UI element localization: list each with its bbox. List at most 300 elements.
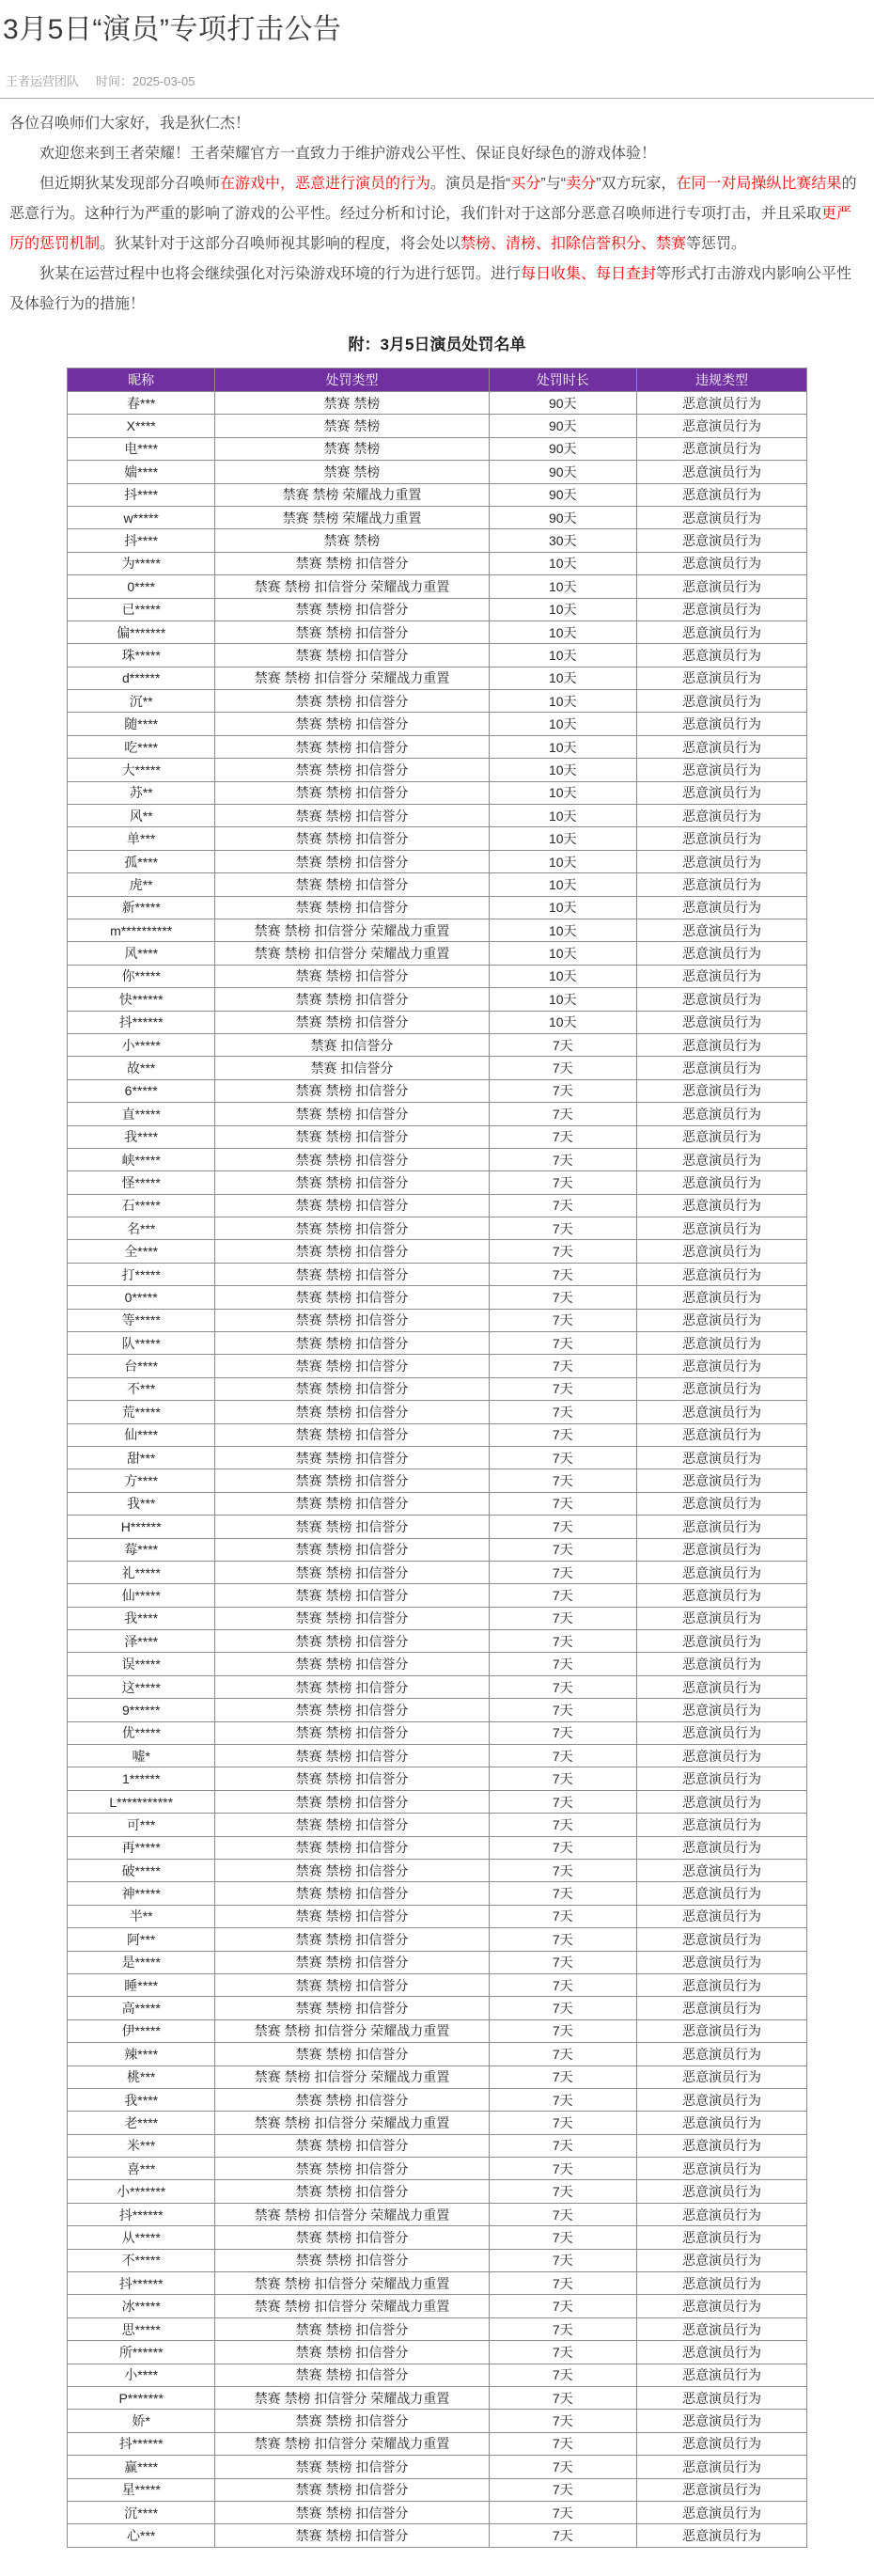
- cell-duration: 7天: [489, 2226, 636, 2249]
- body-text: 。演员是指“: [430, 176, 511, 192]
- cell-duration: 10天: [489, 759, 636, 781]
- table-row: [68, 1745, 807, 1767]
- cell-duration: 7天: [489, 1240, 636, 1263]
- cell-nickname: 你*****: [68, 965, 215, 987]
- cell-violation-type: 恶意演员行为: [636, 1033, 806, 1056]
- cell-nickname: 这*****: [68, 1675, 215, 1698]
- table-row: [68, 1997, 807, 2019]
- cell-violation-type: 恶意演员行为: [636, 1814, 806, 1836]
- cell-duration: 7天: [489, 1860, 636, 1882]
- cell-nickname: 冰*****: [68, 2295, 215, 2317]
- cell-punishment-type: 禁赛 禁榜: [215, 392, 489, 415]
- cell-punishment-type: 禁赛 禁榜 扣信誉分: [215, 1194, 489, 1217]
- cell-nickname: 抖******: [68, 1011, 215, 1033]
- cell-punishment-type: 禁赛 禁榜 扣信誉分: [215, 1721, 489, 1744]
- cell-punishment-type: 禁赛 禁榜 扣信誉分: [215, 1836, 489, 1859]
- cell-nickname: d******: [68, 667, 215, 689]
- cell-nickname: 我****: [68, 2088, 215, 2111]
- cell-punishment-type: 禁赛 禁榜 扣信誉分: [215, 1217, 489, 1240]
- cell-duration: 10天: [489, 942, 636, 965]
- cell-duration: 7天: [489, 1767, 636, 1790]
- cell-violation-type: 恶意演员行为: [636, 415, 806, 437]
- cell-punishment-type: 禁赛 禁榜 扣信誉分 荣耀战力重置: [215, 2019, 489, 2042]
- cell-punishment-type: 禁赛 禁榜 扣信誉分: [215, 2249, 489, 2271]
- cell-punishment-type: 禁赛 禁榜 扣信誉分: [215, 1951, 489, 1973]
- table-row: [68, 1263, 807, 1285]
- cell-violation-type: 恶意演员行为: [636, 506, 806, 528]
- cell-violation-type: 恶意演员行为: [636, 1263, 806, 1285]
- cell-nickname: 抖******: [68, 2432, 215, 2455]
- cell-duration: 7天: [489, 1745, 636, 1767]
- cell-nickname: 再*****: [68, 1836, 215, 1859]
- cell-nickname: X****: [68, 415, 215, 437]
- cell-nickname: 仙****: [68, 1423, 215, 1446]
- table-row: [68, 2410, 807, 2432]
- cell-violation-type: 恶意演员行为: [636, 2317, 806, 2340]
- table-row: [68, 2088, 807, 2111]
- cell-violation-type: 恶意演员行为: [636, 437, 806, 460]
- cell-punishment-type: 禁赛 禁榜 扣信誉分: [215, 1423, 489, 1446]
- table-row: [68, 1653, 807, 1675]
- cell-violation-type: 恶意演员行为: [636, 2180, 806, 2203]
- table-row: [68, 1194, 807, 1217]
- table-row: [68, 988, 807, 1011]
- cell-duration: 10天: [489, 735, 636, 758]
- cell-duration: 7天: [489, 1721, 636, 1744]
- cell-nickname: 方****: [68, 1469, 215, 1492]
- table-row: [68, 437, 807, 460]
- cell-violation-type: 恶意演员行为: [636, 1057, 806, 1079]
- body-text: 的恶意行为。这种行为严重的影响了游戏的公平性。经过分析和讨论，我们针对于这部分恶意召唤师进行专项打击，并且采取: [9, 176, 857, 222]
- cell-duration: 7天: [489, 1125, 636, 1148]
- cell-punishment-type: 禁赛 禁榜 扣信誉分: [215, 598, 489, 620]
- table-row: [68, 1538, 807, 1561]
- table-row: [68, 1699, 807, 1721]
- cell-punishment-type: 禁赛 禁榜 扣信誉分: [215, 1699, 489, 1721]
- cell-violation-type: 恶意演员行为: [636, 781, 806, 804]
- cell-punishment-type: 禁赛 禁榜 扣信誉分: [215, 2410, 489, 2432]
- cell-nickname: 石*****: [68, 1194, 215, 1217]
- cell-duration: 7天: [489, 1079, 636, 1102]
- cell-punishment-type: 禁赛 禁榜 扣信誉分: [215, 1607, 489, 1629]
- cell-nickname: 9******: [68, 1699, 215, 1721]
- cell-duration: 7天: [489, 2295, 636, 2317]
- cell-violation-type: 恶意演员行为: [636, 529, 806, 552]
- cell-punishment-type: 禁赛 禁榜 扣信誉分: [215, 644, 489, 667]
- table-row: [68, 850, 807, 872]
- cell-punishment-type: 禁赛 禁榜 扣信誉分: [215, 1240, 489, 1263]
- cell-duration: 7天: [489, 2386, 636, 2409]
- cell-duration: 7天: [489, 1951, 636, 1973]
- cell-violation-type: 恶意演员行为: [636, 1607, 806, 1629]
- cell-violation-type: 恶意演员行为: [636, 1309, 806, 1331]
- paragraph: [9, 109, 859, 139]
- cell-duration: 10天: [489, 873, 636, 896]
- table-row: [68, 1928, 807, 1951]
- cell-nickname: 单***: [68, 827, 215, 850]
- cell-duration: 7天: [489, 1790, 636, 1813]
- cell-duration: 7天: [489, 2341, 636, 2364]
- cell-nickname: 苏**: [68, 781, 215, 804]
- cell-duration: 7天: [489, 2203, 636, 2225]
- cell-duration: 7天: [489, 1194, 636, 1217]
- cell-duration: 10天: [489, 965, 636, 987]
- cell-duration: 7天: [489, 2112, 636, 2134]
- cell-duration: 7天: [489, 1355, 636, 1377]
- cell-violation-type: 恶意演员行为: [636, 2524, 806, 2547]
- cell-punishment-type: 禁赛 禁榜 扣信誉分: [215, 805, 489, 827]
- cell-punishment-type: 禁赛 禁榜 扣信誉分: [215, 1469, 489, 1492]
- cell-nickname: 快******: [68, 988, 215, 1011]
- cell-nickname: 1******: [68, 1767, 215, 1790]
- cell-nickname: 吃****: [68, 735, 215, 758]
- table-row: [68, 1951, 807, 1973]
- cell-punishment-type: 禁赛 禁榜 扣信誉分: [215, 1355, 489, 1377]
- cell-duration: 7天: [489, 1492, 636, 1515]
- cell-violation-type: 恶意演员行为: [636, 735, 806, 758]
- col-header-violation-type: 违规类型: [636, 369, 806, 392]
- cell-violation-type: 恶意演员行为: [636, 2203, 806, 2225]
- cell-punishment-type: 禁赛 禁榜 扣信誉分: [215, 1286, 489, 1309]
- table-row: [68, 2066, 807, 2088]
- table-row: [68, 2317, 807, 2340]
- cell-duration: 10天: [489, 690, 636, 713]
- publish-time: 时间：2025-03-05: [96, 74, 195, 88]
- cell-violation-type: 恶意演员行为: [636, 1171, 806, 1194]
- cell-violation-type: 恶意演员行为: [636, 1423, 806, 1446]
- table-row: [68, 873, 807, 896]
- table-row: [68, 2134, 807, 2157]
- cell-violation-type: 恶意演员行为: [636, 896, 806, 919]
- table-row: [68, 1814, 807, 1836]
- cell-punishment-type: 禁赛 禁榜 扣信誉分: [215, 988, 489, 1011]
- cell-punishment-type: 禁赛 禁榜 扣信誉分: [215, 1745, 489, 1767]
- cell-nickname: 辣****: [68, 2043, 215, 2066]
- table-row: [68, 1217, 807, 1240]
- cell-violation-type: 恶意演员行为: [636, 1355, 806, 1377]
- cell-duration: 7天: [489, 1332, 636, 1355]
- table-row: [68, 713, 807, 735]
- cell-duration: 90天: [489, 483, 636, 506]
- cell-violation-type: 恶意演员行为: [636, 1148, 806, 1170]
- cell-violation-type: 恶意演员行为: [636, 1745, 806, 1767]
- cell-duration: 7天: [489, 1973, 636, 1996]
- cell-nickname: 可***: [68, 1814, 215, 1836]
- cell-nickname: 等*****: [68, 1309, 215, 1331]
- cell-violation-type: 恶意演员行为: [636, 1446, 806, 1469]
- page-title: 3月5日“演员”专项打击公告: [3, 14, 342, 45]
- cell-punishment-type: 禁赛 禁榜 扣信誉分: [215, 1767, 489, 1790]
- highlighted-text: 卖分: [566, 176, 597, 192]
- cell-nickname: 我***: [68, 1492, 215, 1515]
- cell-violation-type: 恶意演员行为: [636, 1584, 806, 1607]
- cell-duration: 10天: [489, 713, 636, 735]
- cell-violation-type: 恶意演员行为: [636, 1217, 806, 1240]
- cell-duration: 10天: [489, 620, 636, 643]
- cell-violation-type: 恶意演员行为: [636, 988, 806, 1011]
- cell-duration: 90天: [489, 506, 636, 528]
- cell-nickname: 不***: [68, 1377, 215, 1400]
- body-text: ”双方玩家，: [596, 176, 677, 192]
- cell-punishment-type: 禁赛 禁榜 扣信誉分: [215, 1905, 489, 1927]
- cell-nickname: 新*****: [68, 896, 215, 919]
- table-row: [68, 2524, 807, 2547]
- cell-violation-type: 恶意演员行为: [636, 827, 806, 850]
- cell-punishment-type: 禁赛 扣信誉分: [215, 1033, 489, 1056]
- cell-punishment-type: 禁赛 禁榜 扣信誉分: [215, 1401, 489, 1423]
- cell-punishment-type: 禁赛 禁榜 扣信誉分: [215, 1332, 489, 1355]
- cell-violation-type: 恶意演员行为: [636, 2226, 806, 2249]
- cell-violation-type: 恶意演员行为: [636, 1401, 806, 1423]
- cell-duration: 7天: [489, 1882, 636, 1905]
- cell-punishment-type: 禁赛 禁榜 扣信誉分: [215, 1103, 489, 1125]
- cell-violation-type: 恶意演员行为: [636, 873, 806, 896]
- cell-punishment-type: 禁赛 禁榜 荣耀战力重置: [215, 483, 489, 506]
- cell-duration: 90天: [489, 461, 636, 483]
- cell-violation-type: 恶意演员行为: [636, 2478, 806, 2501]
- cell-punishment-type: 禁赛 禁榜 扣信誉分: [215, 1814, 489, 1836]
- table-row: [68, 644, 807, 667]
- cell-nickname: 随****: [68, 713, 215, 735]
- cell-punishment-type: 禁赛 禁榜 扣信誉分: [215, 2524, 489, 2547]
- table-row: [68, 1033, 807, 1056]
- table-row: [68, 2043, 807, 2066]
- cell-duration: 7天: [489, 2158, 636, 2180]
- highlighted-text: 买分: [510, 176, 541, 192]
- cell-duration: 30天: [489, 529, 636, 552]
- cell-nickname: 从*****: [68, 2226, 215, 2249]
- table-row: [68, 2272, 807, 2295]
- cell-nickname: 所******: [68, 2341, 215, 2364]
- cell-duration: 10天: [489, 575, 636, 598]
- cell-violation-type: 恶意演员行为: [636, 2134, 806, 2157]
- cell-punishment-type: 禁赛 禁榜 扣信誉分: [215, 735, 489, 758]
- cell-punishment-type: 禁赛 禁榜 扣信誉分: [215, 2226, 489, 2249]
- cell-nickname: m**********: [68, 919, 215, 941]
- table-row: [68, 392, 807, 415]
- cell-duration: 7天: [489, 2410, 636, 2432]
- cell-violation-type: 恶意演员行为: [636, 2088, 806, 2111]
- cell-punishment-type: 禁赛 禁榜 扣信誉分: [215, 1492, 489, 1515]
- table-row: [68, 1079, 807, 1102]
- table-row: [68, 620, 807, 643]
- cell-nickname: 峡*****: [68, 1148, 215, 1170]
- cell-duration: 7天: [489, 1997, 636, 2019]
- cell-punishment-type: 禁赛 禁榜 扣信誉分: [215, 1675, 489, 1698]
- table-row: [68, 1332, 807, 1355]
- cell-duration: 7天: [489, 1836, 636, 1859]
- cell-violation-type: 恶意演员行为: [636, 1721, 806, 1744]
- cell-punishment-type: 禁赛 禁榜 扣信誉分: [215, 1561, 489, 1583]
- cell-violation-type: 恶意演员行为: [636, 1194, 806, 1217]
- cell-violation-type: 恶意演员行为: [636, 713, 806, 735]
- cell-nickname: 误*****: [68, 1653, 215, 1675]
- cell-violation-type: 恶意演员行为: [636, 1860, 806, 1882]
- cell-nickname: 喜***: [68, 2158, 215, 2180]
- cell-duration: 7天: [489, 1148, 636, 1170]
- cell-punishment-type: 禁赛 禁榜 扣信誉分 荣耀战力重置: [215, 667, 489, 689]
- table-row: [68, 529, 807, 552]
- cell-punishment-type: 禁赛 禁榜 扣信誉分: [215, 1973, 489, 1996]
- cell-punishment-type: 禁赛 禁榜 扣信誉分: [215, 2180, 489, 2203]
- cell-duration: 7天: [489, 1309, 636, 1331]
- cell-punishment-type: 禁赛 禁榜 扣信誉分: [215, 759, 489, 781]
- table-row: [68, 1492, 807, 1515]
- col-header-duration: 处罚时长: [489, 369, 636, 392]
- table-row: [68, 1584, 807, 1607]
- cell-punishment-type: 禁赛 禁榜 扣信誉分: [215, 827, 489, 850]
- cell-duration: 10天: [489, 644, 636, 667]
- cell-duration: 90天: [489, 437, 636, 460]
- cell-nickname: 老****: [68, 2112, 215, 2134]
- cell-duration: 7天: [489, 1171, 636, 1194]
- cell-nickname: 嘘*: [68, 1745, 215, 1767]
- cell-duration: 7天: [489, 1653, 636, 1675]
- cell-nickname: 娇*: [68, 2410, 215, 2432]
- cell-violation-type: 恶意演员行为: [636, 2112, 806, 2134]
- cell-duration: 7天: [489, 1401, 636, 1423]
- cell-punishment-type: 禁赛 禁榜 扣信誉分: [215, 1860, 489, 1882]
- cell-duration: 10天: [489, 988, 636, 1011]
- table-row: [68, 2158, 807, 2180]
- cell-violation-type: 恶意演员行为: [636, 1928, 806, 1951]
- cell-duration: 7天: [489, 1538, 636, 1561]
- cell-punishment-type: 禁赛 禁榜 扣信誉分: [215, 1011, 489, 1033]
- cell-duration: 7天: [489, 1033, 636, 1056]
- cell-duration: 7天: [489, 1675, 636, 1698]
- table-row: [68, 1860, 807, 1882]
- body-text: 等形式打击游戏内影响公平性及体验行为的措施！: [9, 266, 852, 312]
- cell-nickname: 桃***: [68, 2066, 215, 2088]
- table-row: [68, 2226, 807, 2249]
- cell-violation-type: 恶意演员行为: [636, 620, 806, 643]
- cell-nickname: 春***: [68, 392, 215, 415]
- table-row: [68, 1240, 807, 1263]
- table-header-row: [68, 369, 807, 392]
- table-row: [68, 2501, 807, 2523]
- table-row: [68, 827, 807, 850]
- cell-violation-type: 恶意演员行为: [636, 2341, 806, 2364]
- cell-nickname: 荒*****: [68, 1401, 215, 1423]
- cell-punishment-type: 禁赛 禁榜 扣信誉分 荣耀战力重置: [215, 2112, 489, 2134]
- cell-duration: 10天: [489, 598, 636, 620]
- cell-nickname: 名***: [68, 1217, 215, 1240]
- cell-nickname: 风**: [68, 805, 215, 827]
- cell-violation-type: 恶意演员行为: [636, 1103, 806, 1125]
- cell-violation-type: 恶意演员行为: [636, 667, 806, 689]
- table-row: [68, 805, 807, 827]
- cell-duration: 7天: [489, 1905, 636, 1927]
- table-row: [68, 1148, 807, 1170]
- table-row: [68, 965, 807, 987]
- cell-punishment-type: 禁赛 禁榜 扣信誉分: [215, 1630, 489, 1653]
- cell-nickname: 半**: [68, 1905, 215, 1927]
- cell-violation-type: 恶意演员行为: [636, 1377, 806, 1400]
- table-row: [68, 2295, 807, 2317]
- cell-nickname: 队*****: [68, 1332, 215, 1355]
- cell-duration: 90天: [489, 415, 636, 437]
- cell-nickname: 台****: [68, 1355, 215, 1377]
- cell-violation-type: 恶意演员行为: [636, 2364, 806, 2386]
- cell-nickname: 破*****: [68, 1860, 215, 1882]
- cell-violation-type: 恶意演员行为: [636, 552, 806, 574]
- cell-punishment-type: 禁赛 禁榜 扣信誉分: [215, 2088, 489, 2111]
- cell-duration: 7天: [489, 2180, 636, 2203]
- table-row: [68, 1103, 807, 1125]
- cell-duration: 7天: [489, 2364, 636, 2386]
- paragraph: [9, 139, 859, 169]
- cell-violation-type: 恶意演员行为: [636, 1790, 806, 1813]
- cell-punishment-type: 禁赛 禁榜 扣信誉分 荣耀战力重置: [215, 2272, 489, 2295]
- table-row: [68, 1561, 807, 1583]
- highlighted-text: 每日收集、每日查封: [521, 266, 657, 282]
- table-row: [68, 2364, 807, 2386]
- cell-nickname: 阿***: [68, 1928, 215, 1951]
- cell-duration: 7天: [489, 2019, 636, 2042]
- col-header-nickname: 昵称: [68, 369, 215, 392]
- cell-duration: 7天: [489, 2478, 636, 2501]
- table-row: [68, 919, 807, 941]
- cell-duration: 10天: [489, 896, 636, 919]
- cell-nickname: 我****: [68, 1607, 215, 1629]
- cell-nickname: 小*******: [68, 2180, 215, 2203]
- cell-duration: 7天: [489, 2088, 636, 2111]
- table-row: [68, 1905, 807, 1927]
- cell-nickname: 抖******: [68, 2203, 215, 2225]
- cell-punishment-type: 禁赛 禁榜 扣信誉分 荣耀战力重置: [215, 575, 489, 598]
- cell-punishment-type: 禁赛 禁榜 扣信誉分: [215, 1516, 489, 1538]
- table-row: [68, 2249, 807, 2271]
- cell-violation-type: 恶意演员行为: [636, 1951, 806, 1973]
- table-row: [68, 2203, 807, 2225]
- cell-duration: 10天: [489, 667, 636, 689]
- cell-punishment-type: 禁赛 禁榜 扣信誉分: [215, 2364, 489, 2386]
- paragraph: [9, 169, 859, 259]
- table-row: [68, 1630, 807, 1653]
- cell-punishment-type: 禁赛 禁榜 扣信誉分: [215, 2478, 489, 2501]
- table-row: [68, 1516, 807, 1538]
- cell-nickname: 孤****: [68, 850, 215, 872]
- cell-punishment-type: 禁赛 禁榜 荣耀战力重置: [215, 506, 489, 528]
- cell-violation-type: 恶意演员行为: [636, 2386, 806, 2409]
- cell-nickname: 莓****: [68, 1538, 215, 1561]
- cell-duration: 7天: [489, 1103, 636, 1125]
- cell-punishment-type: 禁赛 禁榜 扣信誉分: [215, 1263, 489, 1285]
- table-row: [68, 552, 807, 574]
- cell-violation-type: 恶意演员行为: [636, 2066, 806, 2088]
- cell-nickname: 优*****: [68, 1721, 215, 1744]
- cell-duration: 7天: [489, 2134, 636, 2157]
- highlighted-text: 在同一对局操纵比赛结果: [676, 176, 842, 192]
- table-row: [68, 2112, 807, 2134]
- cell-duration: 7天: [489, 2432, 636, 2455]
- cell-punishment-type: 禁赛 扣信誉分: [215, 1057, 489, 1079]
- cell-punishment-type: 禁赛 禁榜 扣信誉分: [215, 690, 489, 713]
- cell-duration: 7天: [489, 1584, 636, 1607]
- table-row: [68, 1973, 807, 1996]
- cell-violation-type: 恶意演员行为: [636, 850, 806, 872]
- cell-violation-type: 恶意演员行为: [636, 1469, 806, 1492]
- cell-nickname: L***********: [68, 1790, 215, 1813]
- cell-punishment-type: 禁赛 禁榜: [215, 529, 489, 552]
- table-row: [68, 2341, 807, 2364]
- table-row: [68, 1309, 807, 1331]
- cell-violation-type: 恶意演员行为: [636, 2410, 806, 2432]
- cell-nickname: 6*****: [68, 1079, 215, 1102]
- cell-violation-type: 恶意演员行为: [636, 1653, 806, 1675]
- cell-nickname: 思*****: [68, 2317, 215, 2340]
- cell-violation-type: 恶意演员行为: [636, 1516, 806, 1538]
